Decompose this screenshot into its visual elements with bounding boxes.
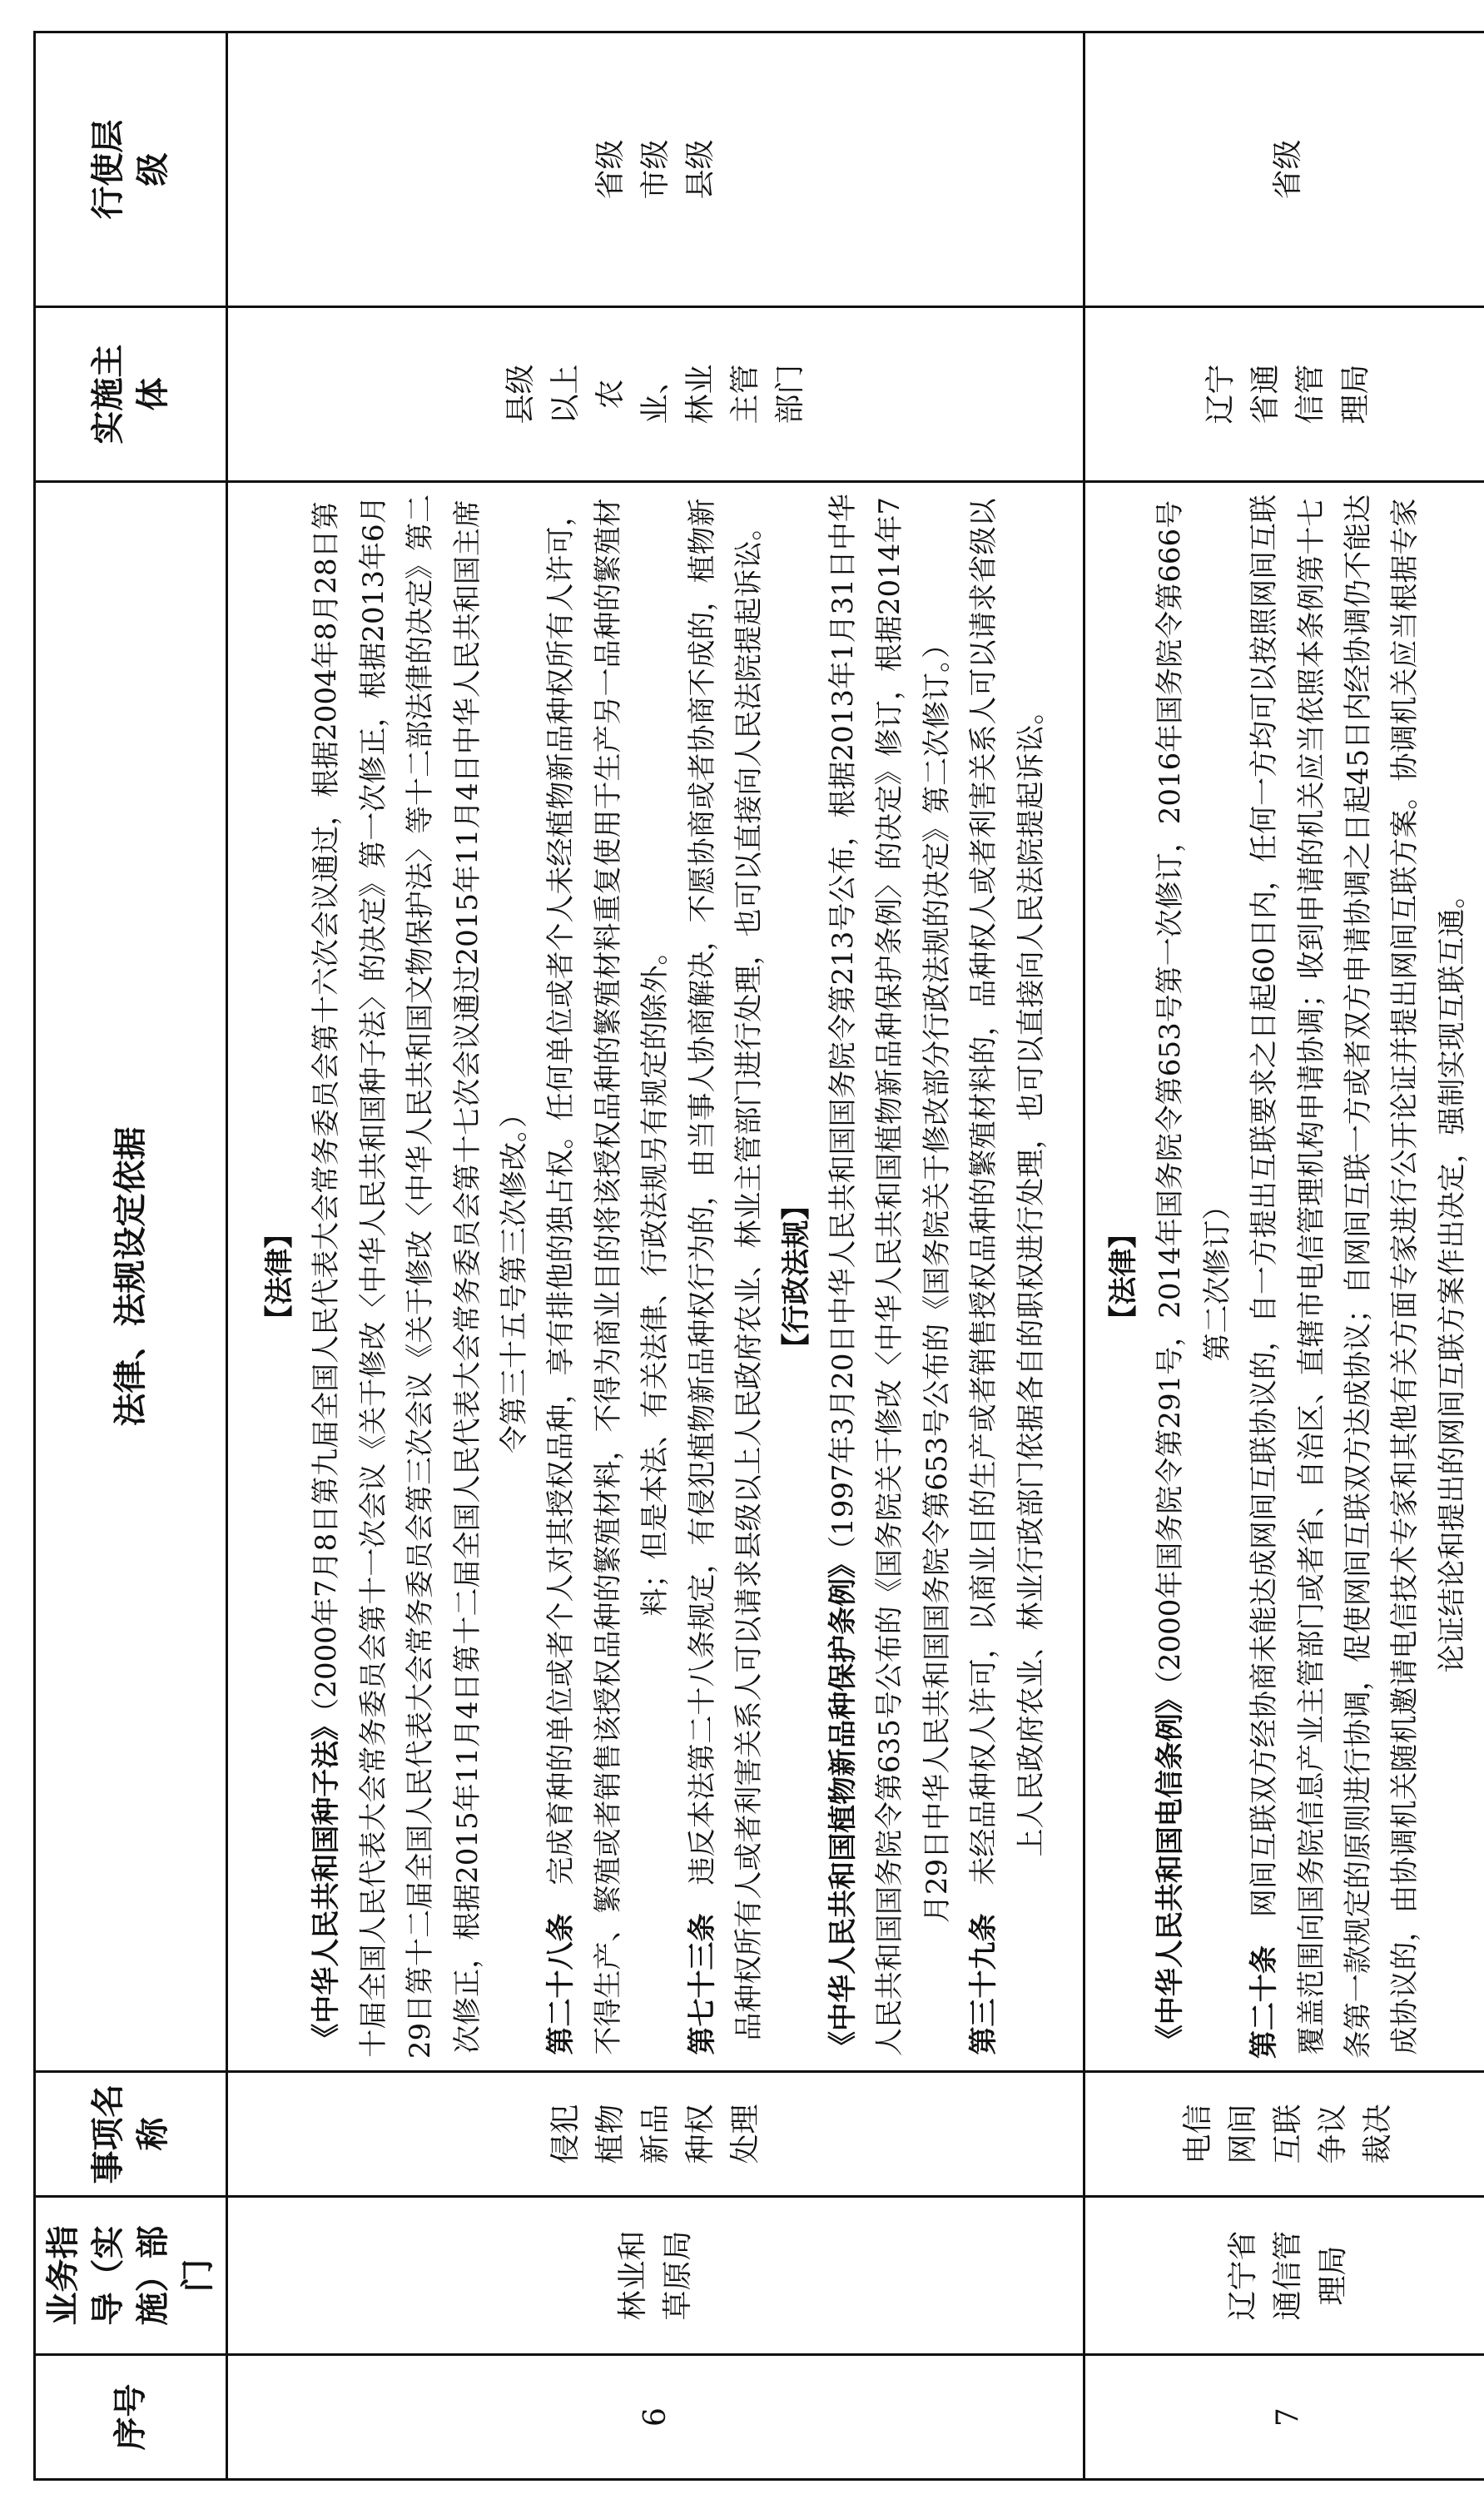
header-subject: 实施主体 [35, 307, 227, 482]
article-text: 违反本法第二十八条规定，有侵犯植物新品种权行为的，由当事人协商解决，不愿协商或者协商不成的，植物新品种权所有人或者利害关系人可以请求县级以上人民政府农业、林业主管部门进行处理，也可以直接向人民法院提起诉讼。 [685, 498, 767, 2041]
cell-level: 省级 市级 县级 [227, 32, 1084, 307]
regulation-table [33, 31, 1484, 2481]
article-text: 未经品种权人许可，以商业目的生产或者销售授权品种的繁殖材料的，品种权人或者利害关系人可以请求省级以上人民政府农业、林业行政部门依据各自的职权进行处理，也可以直接向人民法院提起诉讼。 [967, 498, 1048, 1886]
header-seq: 序号 [35, 2355, 227, 2480]
cell-seq: 7 [1084, 2355, 1484, 2480]
basis-tag-regulation: 【行政法规】 [779, 1191, 813, 1362]
header-dept: 业务指导（实施）部门 [35, 2197, 227, 2355]
cell-seq: 6 [227, 2355, 1084, 2480]
basis-tag-law: 【法律】 [1106, 1220, 1140, 1334]
law-title: 《中华人民共和国种子法》 [310, 1712, 344, 2052]
regulation-title: 《中华人民共和国植物新品种保护条例》 [826, 1549, 861, 2059]
table-header-row [35, 32, 227, 2480]
header-level: 行使层级 [35, 32, 227, 307]
article-number: 第七十三条 [685, 1913, 719, 2055]
law-title: 《中华人民共和国电信条例》 [1154, 1685, 1188, 2054]
table-row [1084, 32, 1484, 2480]
cell-basis [227, 482, 1084, 2072]
article-number: 第三十九条 [967, 1913, 1001, 2055]
article-text: 网间互联双方经协商未能达成网间互联协议的，自一方提出互联要求之日起60日内，任何一方均可以按照网间互联覆盖范围向国务院信息产业主管部门或者省、自治区、直辖市电信管理机构申请协调；收到申请的机关应当依照本条例第十七条第一款规定的原则进行协调，促使网间互联双方达成协议；自网间互联一方或者双方申请协调之日起45日内经协调仍不能达成协议的，由协调机关随机邀请电信技术专家和其他有关方面专家进行公开论证并提出网间互联方案。协调机关应当根据专家论证结论和提出的网间互联方案作出决定，强制实现互联互通。 [1248, 494, 1469, 2059]
cell-item: 电信网间互联争议裁决 [1084, 2072, 1484, 2197]
cell-dept: 林业和草原局 [227, 2197, 1084, 2355]
cell-basis [1084, 482, 1484, 2072]
header-basis: 法律、法规设定依据 [35, 482, 227, 2072]
cell-subject: 县级以上农业、林业主管部门 [227, 307, 1084, 482]
article-number: 第二十条 [1248, 1945, 1282, 2059]
article-text: 完成育种的单位或者个人对其授权品种，享有排他的独占权。任何单位或者个人未经植物新品种权所有人许可，不得生产、繁殖或者销售该授权品种的繁殖材料，不得为商业目的将该授权品种的繁殖材料重复使用于生产另一品种的繁殖材料；但是本法、有关法律、行政法规另有规定的除外。 [544, 498, 673, 2055]
cell-subject: 辽宁省通信管理局 [1084, 307, 1484, 482]
basis-tag-law: 【法律】 [262, 1220, 296, 1334]
article-number: 第二十八条 [544, 1913, 578, 2055]
table-row [227, 32, 1084, 2480]
regulation-text: （1997年3月20日中华人民共和国国务院令第213号公布，根据2013年1月31日中华人民共和国国务院令第635号公布的《国务院关于修改〈中华人民共和国植物新品种保护条例〉的决定》修订，根据2014年7月29日中华人民共和国国务院令第653号公布的《国务院关于修改部分行政法规的决定》第二次修订。） [826, 494, 954, 2057]
header-item: 事项名称 [35, 2072, 227, 2197]
law-text: （2000年7月8日第九届全国人民代表大会常务委员会第十六次会议通过，根据2004年8月28日第十届全国人民代表大会常务委员会第十一次会议《关于修改〈中华人民共和国种子法〉的决定》第一次修正，根据2013年6月29日第十二届全国人民代表大会常务委员会第三次会议《关于修改〈中华人民共和国文物保护法〉等十二部法律的决定》第二次修正，根据2015年11月4日第十二届全国人民代表大会常务委员会第十七次会议通过2015年11月4日中华人民共和国主席令第三十五号第三次修改。） [310, 494, 531, 2059]
cell-dept: 辽宁省通信管理局 [1084, 2197, 1484, 2355]
law-text: （2000年国务院令第291号，2014年国务院令第653号第一次修订，2016年国务院令第666号第二次修订） [1154, 499, 1234, 1686]
cell-item: 侵犯植物新品种权处理 [227, 2072, 1084, 2197]
cell-level: 省级 [1084, 32, 1484, 307]
